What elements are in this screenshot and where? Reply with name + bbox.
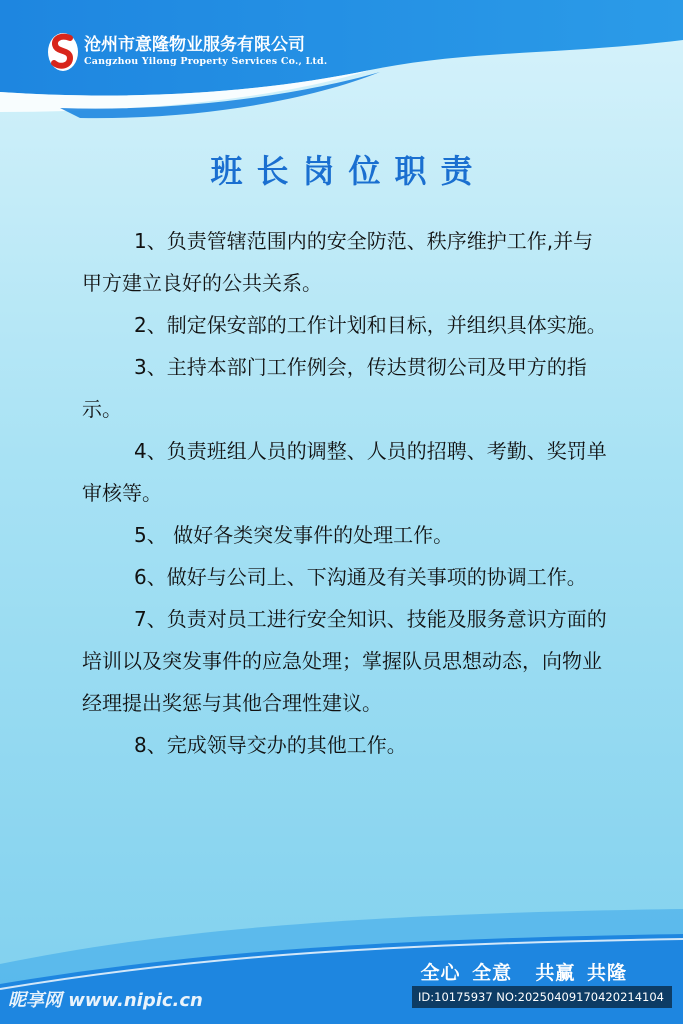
- duty-item-7: 7、负责对员工进行安全知识、技能及服务意识方面的培训以及突发事件的应急处理；掌握队员思想动态，向物业经理提出奖惩与其他合理性建议。: [82, 607, 607, 715]
- watermark-id: ID:10175937 NO:20250409170420214104: [412, 986, 672, 1008]
- duty-item-6: 6、做好与公司上、下沟通及有关事项的协调工作。: [134, 565, 587, 589]
- footer-slogan: 全心 全意 共赢 共隆: [420, 962, 627, 984]
- duty-item-2: 2、制定保安部的工作计划和目标，并组织具体实施。: [134, 313, 607, 337]
- company-name-cn: 沧州市意隆物业服务有限公司: [84, 35, 305, 55]
- company-name-en: Cangzhou Yilong Property Services Co., Ltd.: [84, 56, 328, 67]
- duty-item-3: 3、主持本部门工作例会，传达贯彻公司及甲方的指示。: [82, 355, 587, 421]
- duty-item-1: 1、负责管辖范围内的安全防范、秩序维护工作,并与甲方建立良好的公共关系。: [82, 229, 594, 295]
- duty-item-8: 8、完成领导交办的其他工作。: [134, 733, 407, 757]
- duty-item-4: 4、负责班组人员的调整、人员的招聘、考勤、奖罚单审核等。: [82, 439, 607, 505]
- duty-list: [82, 220, 612, 766]
- page-title: 班长岗位职责: [210, 152, 487, 190]
- watermark-site: 昵享网 www.nipic.cn: [8, 990, 203, 1011]
- company-header: [46, 30, 327, 74]
- duty-item-5: 5、 做好各类突发事件的处理工作。: [134, 523, 454, 547]
- red-s-logo-icon: [46, 30, 80, 74]
